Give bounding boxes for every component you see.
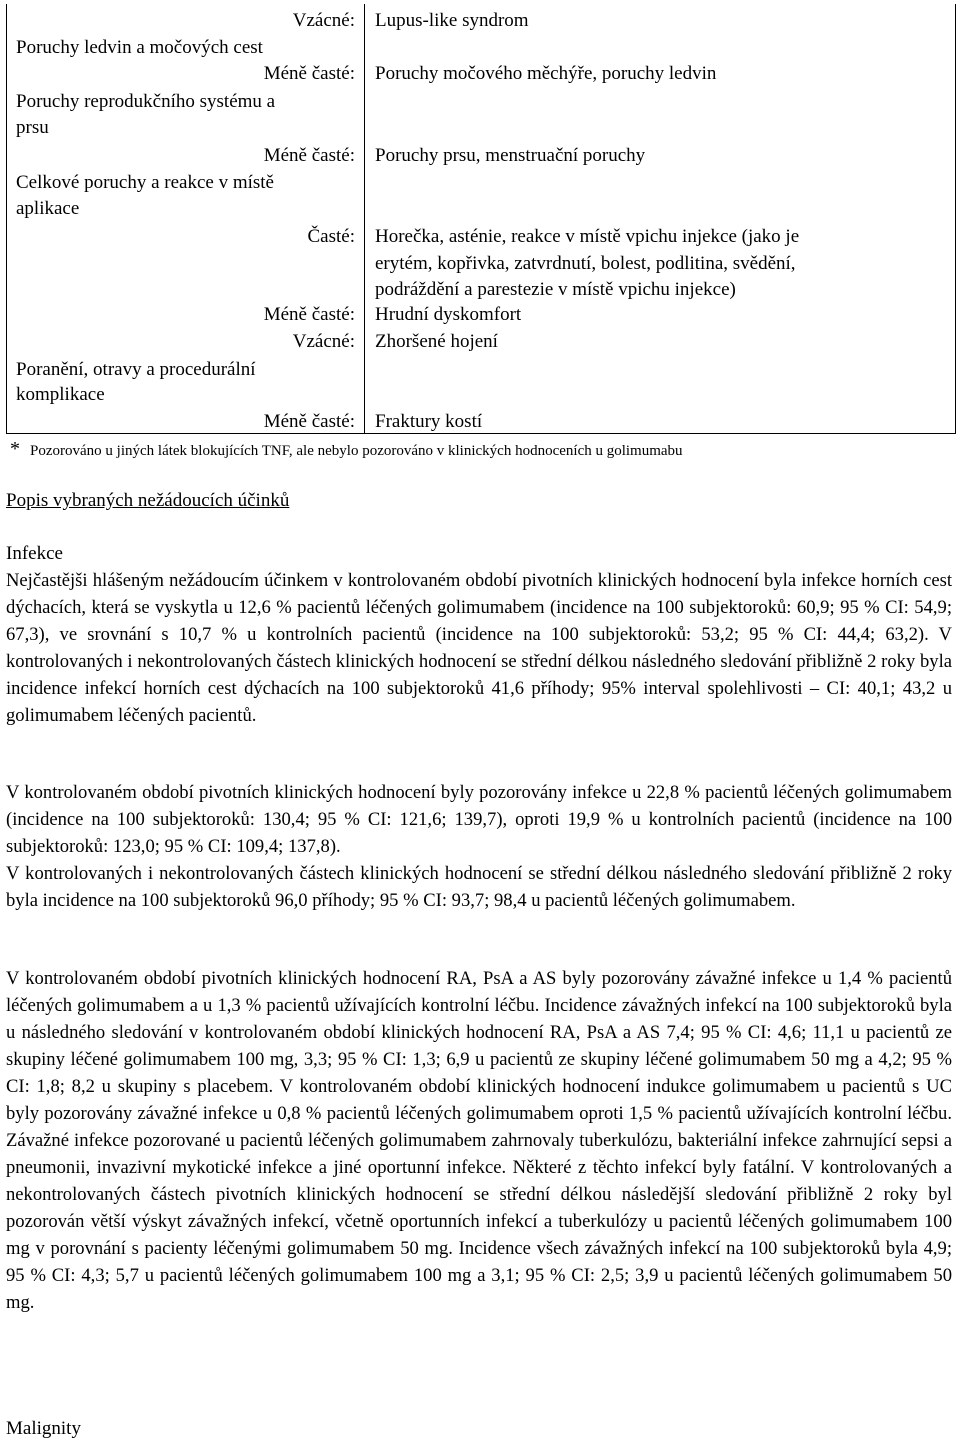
paragraph-text: V kontrolovaném období pivotních klinických hodnocení RA, PsA a AS byly pozorovány závažné infekce u 1,4 % pacientů léčených golimumabem a u 1,3 % pacientů užívajících kontrolní léčbu. Incidence závažných infekcí na 100 subjektoroků byla u následného sledování v kontrolovaném období klinických hodnocení RA, PsA a AS 7,4; 95 % CI: 4,6; 11,1 u pacientů ze skupiny léčené golimumabem 100 mg, 3,3; 95 % CI: 1,3; 6,9 u pacientů ze skupiny léčené golimumabem 50 mg a 4,2; 95 % CI: 1,8; 8,2 u skupiny s placebem. V kontrolovaném období klinických hodnocení indukce golimumabem u pacientů s UC byly pozorovány závažné infekce u 0,8 % pacientů léčených golimumabem oproti 1,5 % pacientů užívajících kontrolní léčbu. Závažné infekce pozorované u pacientů léčených golimumabem zahrnovaly tuberkulózu, bakteriální infekce zahrnující sepsi a pneumonii, invazivní mykotické infekce a jiné oportunní infekce. Některé z těchto infekcí byly fatální. V kontrolovaných a nekontrolovaných částech pivotních klinických hodnocení se střední délkou následější sledování přibližně 2 roky byl pozorován větší výskyt závažných infekcí, včetně oportunních infekcí a tuberkulózy u pacientů léčených golimumabem 100 mg v porovnání s pacienty léčenými golimumabem 50 mg. Incidence všech závažných infekcí na 100 subjektoroků byla 4,9; 95 % CI: 4,3; 5,7 u pacientů léčených golimumabem 100 mg a 3,1; 95 % CI: 2,5; 3,9 u pacientů léčených golimumabem 50 mg. — [6, 968, 952, 1313]
footnote-text: Pozorováno u jiných látek blokujících TNF, ale nebylo pozorováno v klinických hodnoceních u golimumabu — [30, 443, 683, 459]
effect-text: Poruchy prsu, menstruační poruchy — [375, 145, 646, 166]
effect-text: Lupus-like syndrom — [375, 10, 529, 31]
organ-class-label: Poranění, otravy a procedurální — [16, 359, 256, 380]
frequency-label: Časté: — [307, 226, 355, 247]
footnote-marker: * — [10, 438, 20, 460]
table-footnote — [10, 438, 683, 462]
organ-class-label: aplikace — [16, 198, 80, 219]
effect-text: podráždění a parestezie v místě vpichu injekce) — [375, 279, 736, 300]
organ-class-label: Poruchy ledvin a močových cest — [16, 37, 263, 58]
frequency-label: Vzácné: — [292, 331, 355, 352]
paragraph — [6, 779, 952, 914]
effect-text: Hrudní dyskomfort — [375, 304, 522, 325]
section-heading: Popis vybraných nežádoucích účinků — [6, 490, 290, 511]
adverse-effects-table — [6, 4, 956, 434]
paragraph-text: V kontrolovaném období pivotních klinických hodnocení byly pozorovány infekce u 22,8 % pacientů léčených golimumabem (incidence na 100 subjektoroků: 130,4; 95 % CI: 121,6; 139,7), oproti 19,9 % u kontrolních pacientů (incidence na 100 subjektoroků: 123,0; 95 % CI: 109,4; 137,8). — [6, 782, 952, 857]
effect-text: erytém, kopřivka, zatvrdnutí, bolest, podlitina, svědění, — [375, 253, 796, 274]
frequency-label: Méně časté: — [263, 411, 355, 432]
frequency-label: Méně časté: — [263, 145, 355, 166]
effect-text: Zhoršené hojení — [375, 331, 498, 352]
subsection-heading-malignity: Malignity — [6, 1418, 81, 1439]
organ-class-label: komplikace — [16, 384, 105, 405]
effect-text: Horečka, asténie, reakce v místě vpichu injekce (jako je — [375, 226, 800, 247]
effect-text: Fraktury kostí — [375, 411, 483, 432]
organ-class-label: Celkové poruchy a reakce v místě — [16, 172, 274, 193]
frequency-label: Méně časté: — [263, 63, 355, 84]
frequency-label: Méně časté: — [263, 304, 355, 325]
organ-class-label: prsu — [16, 117, 49, 138]
paragraph-text: V kontrolovaných i nekontrolovaných částech klinických hodnocení se střední délkou následného sledování přibližně 2 roky byla incidence na 100 subjektoroků 96,0 příhody; 95 % CI: 93,7; 98,4 u pacientů léčených golimumabem. — [6, 863, 952, 911]
subsection-heading-infekce: Infekce — [6, 543, 63, 564]
paragraph-text: Nejčastějši hlášeným nežádoucím účinkem v kontrolovaném období pivotních klinických hodnocení byla infekce horních cest dýchacích, která se vyskytla u 12,6 % pacientů léčených golimumabem (incidence na 100 subjektoroků: 60,9; 95 % CI: 54,9; 67,3), ve srovnání s 10,7 % u kontrolních pacientů (incidence na 100 subjektoroků: 53,2; 95 % CI: 44,4; 63,2). V kontrolovaných i nekontrolovaných částech klinických hodnocení se střední délkou následného sledování přibližně 2 roky byla incidence infekcí horních cest dýchacích na 100 subjektoroků 41,6 příhody; 95% interval spolehlivosti – CI: 40,1; 43,2 u golimumabem léčených pacientů. — [6, 570, 952, 726]
paragraph — [6, 965, 952, 1316]
table-column-divider — [364, 4, 365, 433]
organ-class-label: Poruchy reprodukčního systému a — [16, 91, 276, 112]
paragraph — [6, 567, 952, 729]
effect-text: Poruchy močového měchýře, poruchy ledvin — [375, 63, 717, 84]
frequency-label: Vzácné: — [292, 10, 355, 31]
